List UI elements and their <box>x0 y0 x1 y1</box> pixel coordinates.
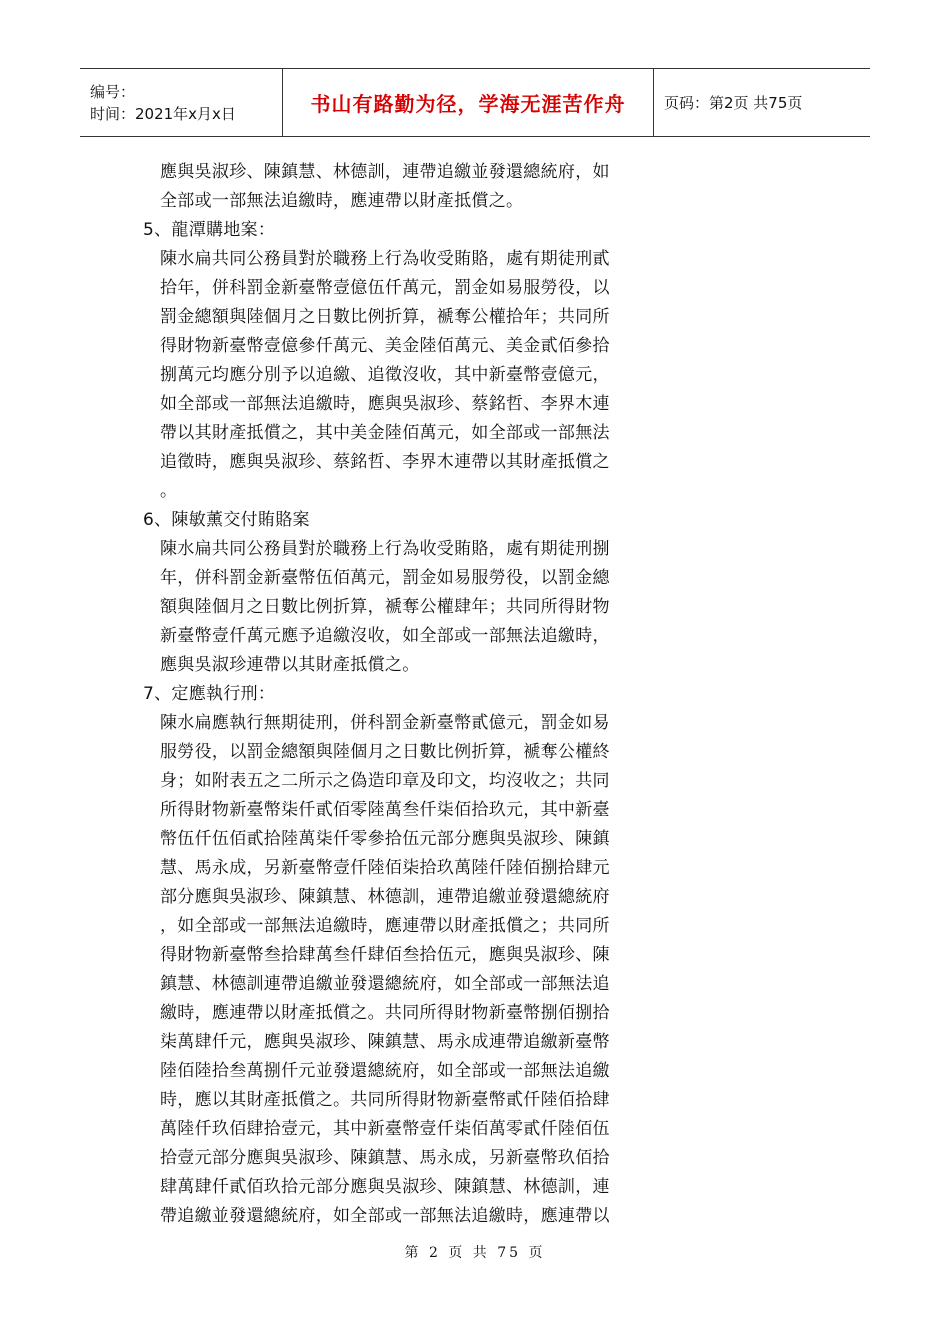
body-line: 應與吳淑珍、陳鎮慧、林德訓，連帶追繳並發還總統府，如 <box>160 162 610 182</box>
body-line: 陸佰陸拾叁萬捌仟元並發還總統府，如全部或一部無法追繳 <box>160 1061 610 1081</box>
body-line: 陳水扁應執行無期徒刑，併科罰金新臺幣貳億元，罰金如易 <box>160 713 610 733</box>
body-line: 帶追繳並發還總統府，如全部或一部無法追繳時，應連帶以 <box>160 1206 610 1226</box>
body-line: 罰金總額與陸個月之日數比例折算，褫奪公權拾年；共同所 <box>160 307 610 327</box>
body-line: 得財物新臺幣叁拾肆萬叁仟肆佰叁拾伍元，應與吳淑珍、陳 <box>160 945 610 965</box>
body-line: 陳水扁共同公務員對於職務上行為收受賄賂，處有期徒刑捌 <box>160 539 610 559</box>
body-line: 追徵時，應與吳淑珍、蔡銘哲、李界木連帶以其財產抵償之 <box>160 452 610 472</box>
header-page-cell <box>654 69 870 136</box>
page-header <box>80 68 870 137</box>
body-line: 幣伍仟伍佰貳拾陸萬柒仟零參拾伍元部分應與吳淑珍、陳鎮 <box>160 829 610 849</box>
body-line: 拾年，併科罰金新臺幣壹億伍仟萬元，罰金如易服勞役，以 <box>160 278 610 298</box>
body-line: ，如全部或一部無法追繳時，應連帶以財產抵償之；共同所 <box>160 916 610 936</box>
header-motto-cell <box>282 69 654 136</box>
body-line: 所得財物新臺幣柒仟貳佰零陸萬叁仟柒佰拾玖元，其中新臺 <box>160 800 610 820</box>
body-line: 時，應以其財產抵償之。共同所得財物新臺幣貳仟陸佰拾肆 <box>160 1090 610 1110</box>
header-motto: 书山有路勤为径，学海无涯苦作舟 <box>310 92 626 116</box>
body-line: 萬陸仟玖佰肆拾壹元，其中新臺幣壹仟柒佰萬零貳仟陸佰伍 <box>160 1119 610 1139</box>
body-line: 如全部或一部無法追繳時，應與吳淑珍、蔡銘哲、李界木連 <box>160 394 610 414</box>
body-line: 全部或一部無法追繳時，應連帶以財產抵償之。 <box>160 191 524 211</box>
body-line: 柒萬肆仟元，應與吳淑珍、陳鎮慧、馬永成連帶追繳新臺幣 <box>160 1032 610 1052</box>
body-line: 服勞役，以罰金總額與陸個月之日數比例折算，褫奪公權終 <box>160 742 610 762</box>
body-line: 額與陸個月之日數比例折算，褫奪公權肆年；共同所得財物 <box>160 597 610 617</box>
body-line: 。 <box>160 481 178 501</box>
body-line: 慧、馬永成，另新臺幣壹仟陸佰柒拾玖萬陸仟陸佰捌拾肆元 <box>160 858 610 878</box>
document-date: 时间：2021年x月x日 <box>90 104 236 123</box>
body-line: 拾壹元部分應與吳淑珍、陳鎮慧、馬永成，另新臺幣玖佰拾 <box>160 1148 610 1168</box>
body-line: 肆萬肆仟貳佰玖拾元部分應與吳淑珍、陳鎮慧、林德訓，連 <box>160 1177 610 1197</box>
body-line: 應與吳淑珍連帶以其財產抵償之。 <box>160 655 420 675</box>
header-page-number: 页码：第2页 共75页 <box>664 94 803 112</box>
header-meta <box>80 69 282 136</box>
body-line: 鎮慧、林德訓連帶追繳並發還總統府，如全部或一部無法追 <box>160 974 610 994</box>
section-heading: 6、陳敏薰交付賄賂案 <box>143 510 310 530</box>
body-line: 繳時，應連帶以財產抵償之。共同所得財物新臺幣捌佰捌拾 <box>160 1003 610 1023</box>
body-line: 帶以其財產抵償之，其中美金陸佰萬元，如全部或一部無法 <box>160 423 610 443</box>
section-heading: 7、定應執行刑： <box>143 684 276 704</box>
body-line: 新臺幣壹仟萬元應予追繳沒收，如全部或一部無法追繳時， <box>160 626 610 646</box>
body-line: 得財物新臺幣壹億參仟萬元、美金陸佰萬元、美金貳佰參拾 <box>160 336 610 356</box>
page-footer: 第 2 页 共 75 页 <box>404 1245 546 1261</box>
body-line: 身；如附表五之二所示之偽造印章及印文，均沒收之；共同 <box>160 771 610 791</box>
body-line: 捌萬元均應分別予以追繳、追徵沒收，其中新臺幣壹億元， <box>160 365 610 385</box>
body-line: 年，併科罰金新臺幣伍佰萬元，罰金如易服勞役，以罰金總 <box>160 568 610 588</box>
body-line: 陳水扁共同公務員對於職務上行為收受賄賂，處有期徒刑貳 <box>160 249 610 269</box>
document-number-label: 编号： <box>90 82 136 101</box>
body-line: 部分應與吳淑珍、陳鎮慧、林德訓，連帶追繳並發還總統府 <box>160 887 610 907</box>
document-body <box>143 158 665 1231</box>
section-heading: 5、龍潭購地案： <box>143 220 276 240</box>
